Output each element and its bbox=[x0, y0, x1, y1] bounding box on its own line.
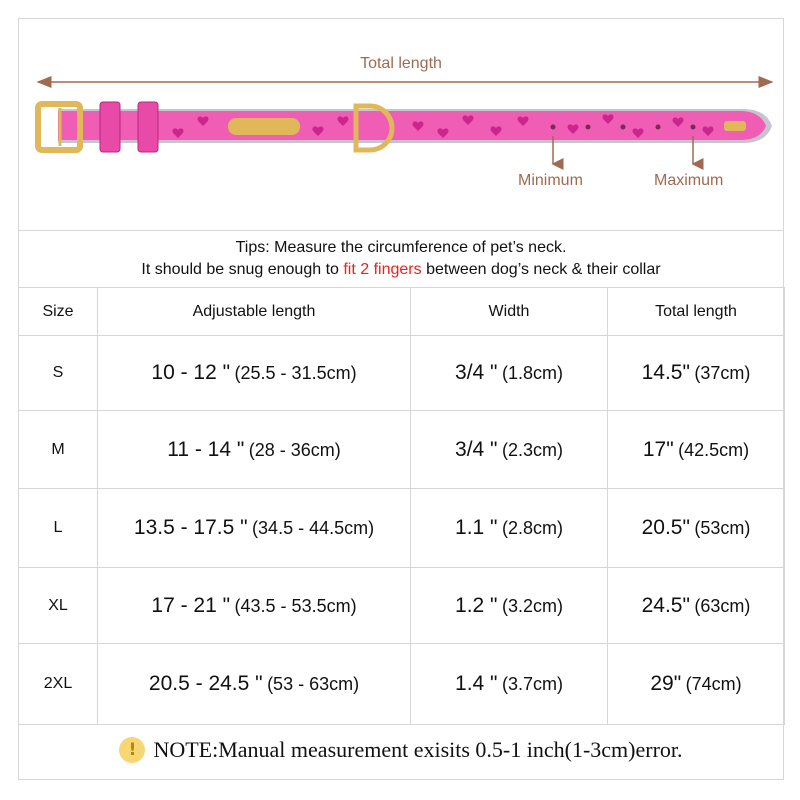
adjustable-cell: 20.5 - 24.5 " (53 - 63cm) bbox=[98, 644, 411, 725]
collar-drawing bbox=[18, 18, 784, 230]
header-width: Width bbox=[411, 288, 608, 336]
tips-line-2-start: It should be snug enough to bbox=[141, 261, 344, 278]
header-total-length: Total length bbox=[608, 288, 785, 336]
note-text: NOTE:Manual measurement exisits 0.5-1 inch(1-3cm)error. bbox=[153, 737, 683, 762]
size-cell: XL bbox=[19, 568, 98, 644]
total-length-label: Total length bbox=[360, 55, 442, 72]
total-cell: 24.5" (63cm) bbox=[608, 568, 785, 644]
size-cell: S bbox=[19, 336, 98, 411]
table-row bbox=[19, 336, 785, 411]
table-row bbox=[19, 568, 785, 644]
header-size: Size bbox=[19, 288, 98, 336]
tips-line-2 bbox=[18, 259, 784, 281]
size-cell: L bbox=[19, 489, 98, 568]
exclamation-icon: ! bbox=[119, 737, 145, 763]
note-bar bbox=[18, 720, 784, 780]
adjustable-cell: 17 - 21 " (43.5 - 53.5cm) bbox=[98, 568, 411, 644]
tips-highlight: fit 2 fingers bbox=[343, 261, 422, 278]
table-row bbox=[19, 489, 785, 568]
adjustable-cell: 10 - 12 " (25.5 - 31.5cm) bbox=[98, 336, 411, 411]
table-header-row bbox=[19, 288, 785, 336]
tips-line-2-end: between dog’s neck & their collar bbox=[421, 261, 661, 278]
size-cell: M bbox=[19, 411, 98, 489]
header-adjustable-length: Adjustable length bbox=[98, 288, 411, 336]
adjustable-cell: 11 - 14 " (28 - 36cm) bbox=[98, 411, 411, 489]
width-cell: 1.2 " (3.2cm) bbox=[411, 568, 608, 644]
table-row bbox=[19, 644, 785, 725]
total-cell: 29" (74cm) bbox=[608, 644, 785, 725]
tip-tag bbox=[724, 121, 746, 131]
total-cell: 17" (42.5cm) bbox=[608, 411, 785, 489]
adjustable-cell: 13.5 - 17.5 " (34.5 - 44.5cm) bbox=[98, 489, 411, 568]
width-cell: 3/4 " (1.8cm) bbox=[411, 336, 608, 411]
name-plate bbox=[228, 118, 300, 135]
collar-illustration bbox=[18, 18, 784, 230]
size-cell: 2XL bbox=[19, 644, 98, 725]
width-cell: 1.4 " (3.7cm) bbox=[411, 644, 608, 725]
width-cell: 1.1 " (2.8cm) bbox=[411, 489, 608, 568]
size-table bbox=[18, 287, 785, 725]
total-cell: 14.5" (37cm) bbox=[608, 336, 785, 411]
maximum-label: Maximum bbox=[654, 172, 724, 189]
table-row bbox=[19, 411, 785, 489]
minimum-label: Minimum bbox=[518, 172, 583, 189]
total-cell: 20.5" (53cm) bbox=[608, 489, 785, 568]
measurement-tips bbox=[18, 230, 784, 288]
width-cell: 3/4 " (2.3cm) bbox=[411, 411, 608, 489]
tips-line-1: Tips: Measure the circumference of pet’s neck. bbox=[235, 239, 567, 256]
